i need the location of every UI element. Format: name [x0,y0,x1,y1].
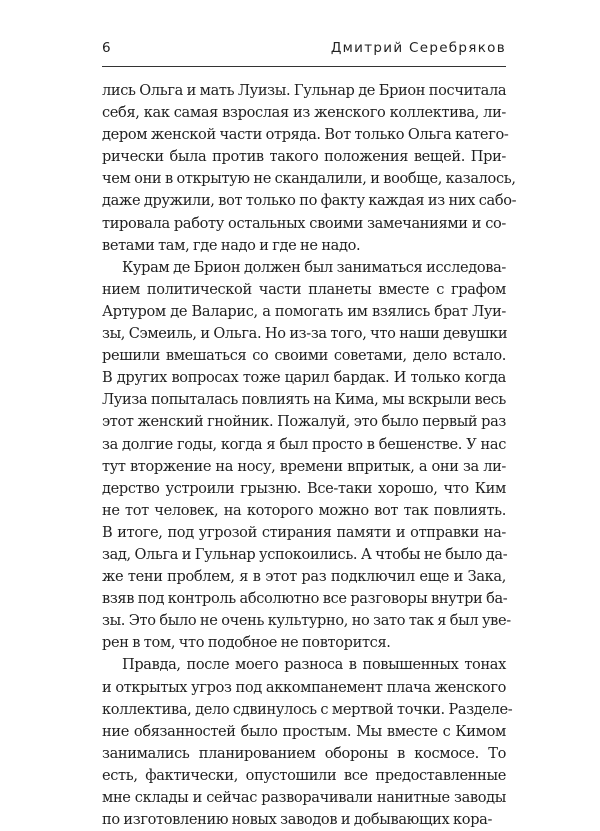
text-line: есть, фактически, опустошили все предоставленные [102,766,506,784]
header-rule [102,66,506,67]
text-line: за долгие годы, когда я был просто в бешенстве. У нас [102,435,506,453]
text-line: даже дружили, вот только по факту каждая из них сабо- [102,192,517,210]
paragraph [102,654,513,831]
text-line: В итоге, под угрозой стирания памяти и отправки на- [102,523,506,541]
text-line: ние обязанностей было простым. Мы вместе с Кимом [102,722,506,740]
text-line: зы. Это было не очень культурно, но зато так я был уве- [102,612,511,630]
paragraph [102,80,517,257]
paragraph [102,257,511,655]
text-line: дерство устроили грызню. Все-таки хорошо, что Ким [102,479,506,497]
text-line: рически была против такого положения вещей. При- [102,148,506,166]
text-line: себя, как самая взрослая из женского коллектива, ли- [102,104,506,122]
page-number: 6 [102,40,111,56]
text-line: зад, Ольга и Гульнар успокоились. А чтобы не было да- [102,545,508,563]
text-line: по изготовлению новых заводов и добывающих кора- [102,811,493,829]
text-line: лись Ольга и мать Луизы. Гульнар де Брион посчитала [102,82,507,99]
text-line: зы, Сэмеиль, и Ольга. Но из-за того, что наши девушки [102,325,508,343]
text-line: Артуром де Валарис, а помогать им взялись брат Луи- [102,302,506,320]
text-line: не тот человек, на которого можно вот так повлиять. [102,501,506,519]
text-line: решили вмешаться со своими советами, дело встало. [102,347,506,365]
text-line: дером женской части отряда. Вот только Ольга катего- [102,126,509,144]
text-line: нием политической части планеты вместе с графом [102,280,506,298]
running-title: Дмитрий Серебряков [330,40,506,56]
text-line: чем они в открытую не скандалили, и вообще, казалось, [102,170,516,188]
text-line: рен в том, что подобное не повторится. [102,634,391,652]
text-line: ветами там, где надо и где не надо. [102,236,361,254]
body-text [102,80,517,831]
text-line: мне склады и сейчас разворачивали нанитные заводы [102,789,506,806]
text-line: Правда, после моего разноса в повышенных тонах [122,656,506,674]
text-line: взяв под контроль абсолютно все разговоры внутри ба- [102,590,508,608]
text-line: же тени проблем, я в этот раз подключил еще и Зака, [102,568,506,586]
text-line: Курам де Брион должен был заниматься исследова- [122,258,506,276]
text-line: коллектива, дело сдвинулось с мертвой точки. Разделе- [102,700,513,718]
text-line: В других вопросах тоже царил бардак. И только когда [102,369,506,387]
running-header [102,40,506,62]
text-line: Луиза попыталась повлиять на Кима, мы вскрыли весь [102,391,506,409]
text-line: и открытых угроз под аккомпанемент плача женского [102,678,506,696]
text-line: занимались планированием обороны в космосе. То [102,744,506,762]
text-line: этот женский гнойник. Пожалуй, это было первый раз [102,413,506,431]
text-line: тут вторжение на носу, времени впритык, а они за ли- [102,457,506,475]
text-line: тировала работу остальных своими замечаниями и со- [102,214,506,232]
